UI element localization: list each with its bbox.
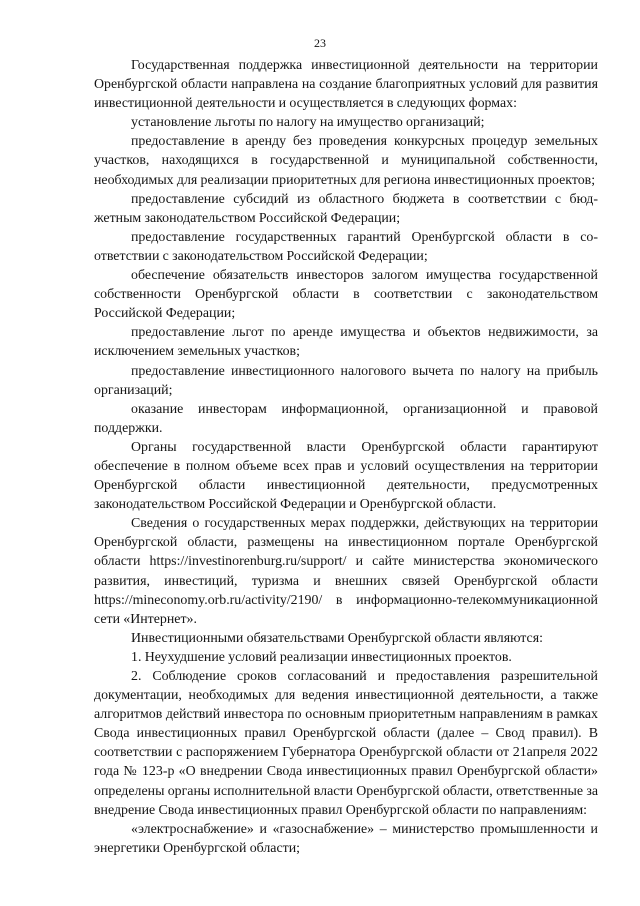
list-item-pledge-security: обеспечение обязательств инвесторов залогом имущества государственной собственности Оренбургской области в соответствии с законодательством Российской Федерации; xyxy=(94,268,598,322)
guarantee-paragraph: Органы государственной власти Оренбургской области гарантируют обеспечение в полном объеме всех прав и условий осуществления на территории Оренбургской области инвестиционной деятельности, предусмотренных законодательством Российской Федерации и Оренбургской области. xyxy=(94,439,598,513)
list-item-state-guarantees: предоставление государственных гарантий Оренбургской области в соответствии с законодательством Российской Федерации; xyxy=(94,229,598,264)
list-item-lease-benefits: предоставление льгот по аренде имущества и объектов недвижимости, за исключением земельных участков; xyxy=(94,325,598,360)
obligation-item-1: 1. Неухудшение условий реализации инвестиционных проектов. xyxy=(131,649,512,665)
obligations-heading-paragraph: Инвестиционными обязательствами Оренбургской области являются: xyxy=(131,630,543,646)
list-item-property-tax-benefit: установление льготы по налогу на имущество организаций; xyxy=(131,115,485,131)
direction-item-energy: «электроснабжение» и «газоснабжение» – министерство промышленности и энергетики Оренбургской области; xyxy=(94,821,598,856)
page-number: 23 xyxy=(314,36,326,50)
intro-paragraph: Государственная поддержка инвестиционной деятельности на территории Оренбургской области направлена на создание благоприятных условий для развития инвестиционной деятельности и осуществляется в следующих формах: xyxy=(94,58,598,112)
list-item-land-lease: предоставление в аренду без проведения конкурсных процедур земельных участков, находящихся в государственной и муниципальной собственности, необходимых для реализации приоритетных для региона инвестиционных проектов; xyxy=(94,134,598,188)
list-item-investor-support: оказание инвесторам информационной, организационной и правовой поддержки. xyxy=(94,401,598,436)
support-info-paragraph: Сведения о государственных мерах поддержки, действующих на территории Оренбургской области, размещены на инвестиционном портале Оренбургской области https://investinorenburg.ru/support/ и сайте министерства экономического развития, инвестиций, туризма и внешних связей Оренбургской области https://mineconomy.orb.ru/activity/2190/ в информационно-телекоммуникационной сети «Интернет». xyxy=(94,516,598,627)
body-text xyxy=(94,56,598,858)
obligation-item-2: 2. Соблюдение сроков согласований и предоставления разрешительной документации, необходимых для ведения инвестиционной деятельности, а также алгоритмов действий инвестора по основным приоритетным направлениям в рамках Свода инвестиционных правил Оренбургской области (далее – Свод правил). В соответствии с распоряжением Губернатора Оренбургской области от 21апреля 2022 года № 123-р «О внедрении Свода инвестиционных правил Оренбургской области» определены органы исполнительной власти Оренбургской области, ответственные за внедрение Свода инвестиционных правил Оренбургской области по направлениям: xyxy=(94,669,598,818)
list-item-tax-deduction: предоставление инвестиционного налогового вычета по налогу на прибыль организаций; xyxy=(94,363,598,398)
list-item-subsidies: предоставление субсидий из областного бюджета в соответствии с бюджетным законодательством Российской Федерации; xyxy=(94,191,598,226)
